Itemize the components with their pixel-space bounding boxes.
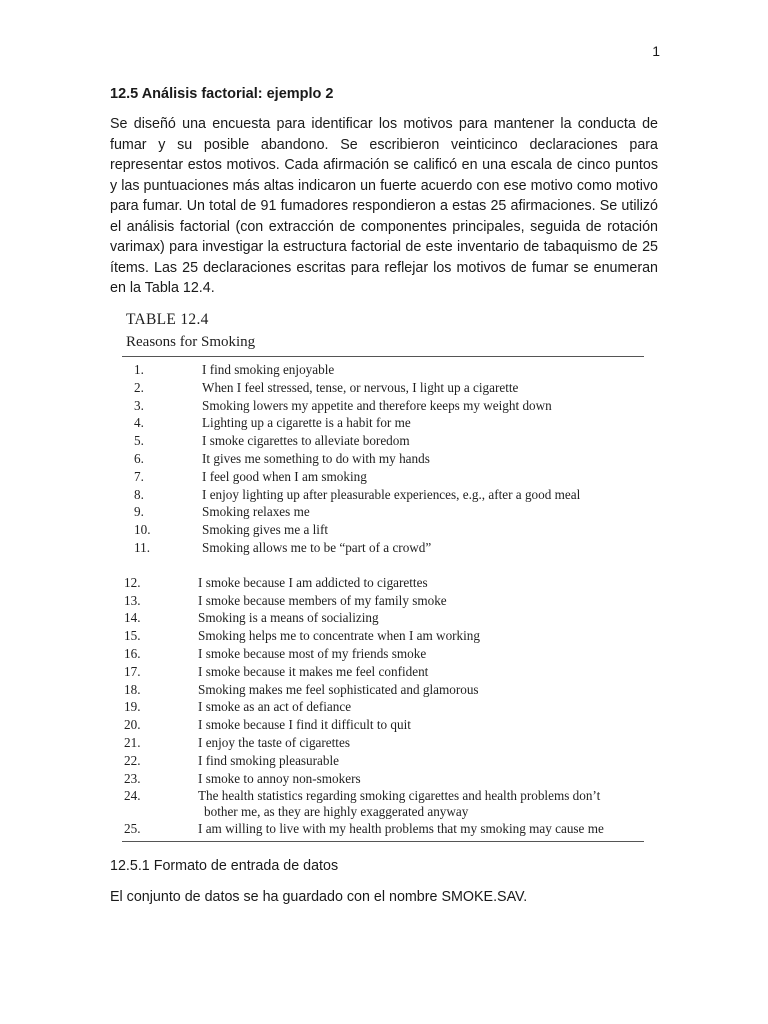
table-row <box>122 414 644 432</box>
page-number: 1 <box>652 43 660 59</box>
table-row <box>122 645 644 663</box>
subsection-heading: 12.5.1 Formato de entrada de datos <box>110 858 339 874</box>
item-statement-text: I find smoking pleasurable <box>198 752 339 768</box>
item-number: 10. <box>134 522 151 538</box>
item-statement <box>202 361 644 379</box>
table-row <box>122 432 644 450</box>
item-number: 4. <box>134 415 144 431</box>
item-statement-text: Smoking lowers my appetite and therefore keeps my weight down <box>202 397 552 413</box>
item-statement-text: Smoking is a means of socializing <box>198 610 379 626</box>
item-statement-text: Smoking gives me a lift <box>202 522 329 538</box>
intro-paragraph: Se diseñó una encuesta para identificar los motivos para mantener la conducta de fumar y su posible abandono. Se escribieron veinticinco declaraciones para representar estos motivos. Cada afirmación se calificó en una escala de cinco puntos y las puntuaciones más altas indicaron un fuerte acuerdo con ese motivo como motivo para fumar. Un total de 91 fumadores respondieron a estas 25 afirmaciones. Se utilizó el análisis factorial (con extracción de componentes principales, seguida de rotación varimax) para investigar la estructura factorial de este inventario de tabaquismo de 25 ítems. Las 25 declaraciones escritas para reflejar los motivos de fumar se enumeran en la Tabla 12.4. <box>110 116 658 296</box>
table-row <box>122 379 644 397</box>
item-statement-text: Smoking makes me feel sophisticated and glamorous <box>198 681 479 697</box>
closing-paragraph: El conjunto de datos se ha guardado con el nombre SMOKE.SAV. <box>110 889 528 905</box>
item-number: 11. <box>134 539 150 555</box>
table-row <box>122 820 644 838</box>
table-row <box>122 468 644 486</box>
item-statement-text: Smoking allows me to be “part of a crowd” <box>202 539 432 555</box>
item-number: 24. <box>124 788 141 804</box>
item-number: 18. <box>124 681 141 697</box>
item-statement-text: Smoking helps me to concentrate when I am working <box>198 628 480 644</box>
item-statement-text: I smoke as an act of defiance <box>198 699 352 715</box>
table-row <box>122 609 644 627</box>
table-bottom-rule <box>122 841 644 842</box>
item-number: 6. <box>134 450 144 466</box>
item-number: 3. <box>134 397 144 413</box>
item-number: 25. <box>124 821 141 837</box>
item-statement-text: I enjoy the taste of cigarettes <box>198 734 350 750</box>
item-number: 12. <box>124 574 141 590</box>
item-statement-text: I smoke because it makes me feel confident <box>198 663 429 679</box>
table-row <box>122 503 644 521</box>
item-statement <box>198 770 644 788</box>
item-number: 21. <box>124 734 141 750</box>
item-statement-continuation: bother me, as they are highly exaggerated anyway <box>204 803 469 819</box>
item-number: 7. <box>134 468 144 484</box>
table-row <box>122 663 644 681</box>
item-statement-text: I smoke because members of my family smoke <box>198 592 447 608</box>
item-statement-text: It gives me something to do with my hands <box>202 450 430 466</box>
table-group-b <box>122 574 644 838</box>
table-row <box>122 361 644 379</box>
item-statement-text: Lighting up a cigarette is a habit for me <box>202 415 411 431</box>
item-statement-text: I smoke because I am addicted to cigarettes <box>198 574 428 590</box>
section-heading: 12.5 Análisis factorial: ejemplo 2 <box>110 86 334 102</box>
item-statement <box>198 627 644 645</box>
item-number: 16. <box>124 645 141 661</box>
item-number: 14. <box>124 610 141 626</box>
item-statement <box>202 503 644 521</box>
item-number: 19. <box>124 699 141 715</box>
item-number: 1. <box>134 362 144 377</box>
item-statement-text: The health statistics regarding smoking cigarettes and health problems don’t <box>198 788 601 804</box>
item-statement-text: I smoke because I find it difficult to quit <box>198 717 411 733</box>
item-statement <box>202 468 644 486</box>
item-statement <box>198 716 644 734</box>
item-number: 8. <box>134 486 144 502</box>
item-number: 17. <box>124 663 141 679</box>
table-row <box>122 770 644 788</box>
item-number: 5. <box>134 433 144 449</box>
item-statement <box>202 432 644 450</box>
table-row <box>122 450 644 468</box>
table-top-rule <box>122 356 644 357</box>
item-statement <box>202 397 644 415</box>
item-number: 9. <box>134 504 144 520</box>
table-row <box>122 486 644 504</box>
item-number: 2. <box>134 379 144 395</box>
item-statement <box>202 521 644 539</box>
item-statement <box>198 820 644 838</box>
item-number: 22. <box>124 752 141 768</box>
item-statement-text: When I feel stressed, tense, or nervous, I light up a cigarette <box>202 379 519 395</box>
table-row <box>122 539 644 557</box>
item-statement <box>198 645 644 663</box>
item-statement <box>198 609 644 627</box>
item-number: 15. <box>124 628 141 644</box>
reasons-table <box>122 310 644 842</box>
item-statement <box>202 450 644 468</box>
table-row <box>122 698 644 716</box>
item-statement-text: I feel good when I am smoking <box>202 468 367 484</box>
item-number: 20. <box>124 717 141 733</box>
table-row <box>122 574 644 592</box>
item-statement <box>202 539 644 557</box>
item-number: 23. <box>124 770 141 786</box>
table-row <box>122 397 644 415</box>
item-statement-text: I smoke because most of my friends smoke <box>198 645 427 661</box>
table-row <box>122 716 644 734</box>
item-statement <box>198 787 644 820</box>
table-row <box>122 592 644 610</box>
item-statement <box>198 698 644 716</box>
table-title: TABLE 12.4 <box>126 311 209 328</box>
table-caption: Reasons for Smoking <box>126 334 256 350</box>
item-statement-text: I enjoy lighting up after pleasurable experiences, e.g., after a good meal <box>202 486 581 502</box>
item-statement <box>198 574 644 592</box>
table-row <box>122 734 644 752</box>
item-statement-text: Smoking relaxes me <box>202 504 310 520</box>
item-statement <box>198 663 644 681</box>
table-row <box>122 681 644 699</box>
item-statement-text: I find smoking enjoyable <box>202 362 335 377</box>
item-statement <box>198 681 644 699</box>
item-statement <box>202 486 644 504</box>
item-statement <box>198 734 644 752</box>
table-row <box>122 752 644 770</box>
item-statement-text: I smoke to annoy non-smokers <box>198 770 361 786</box>
table-row <box>122 627 644 645</box>
item-statement-text: I am willing to live with my health problems that my smoking may cause me <box>198 821 604 837</box>
item-statement <box>202 379 644 397</box>
table-group-a <box>122 361 644 557</box>
item-number: 13. <box>124 592 141 608</box>
table-row <box>122 787 644 820</box>
item-statement-text: I smoke cigarettes to alleviate boredom <box>202 433 410 449</box>
item-statement <box>198 592 644 610</box>
item-statement <box>198 752 644 770</box>
table-row <box>122 521 644 539</box>
item-statement <box>202 414 644 432</box>
